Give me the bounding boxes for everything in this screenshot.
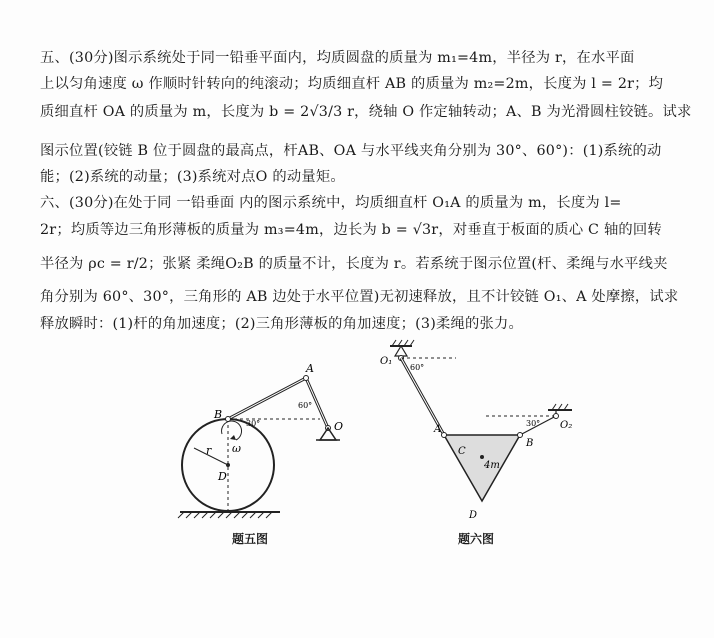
label-d: D [469,510,478,521]
label-a: A [434,424,442,435]
label-30deg: 30° [246,419,261,428]
label-b: B [214,408,223,421]
label-omega: ω [232,442,241,455]
figure-6-caption: 题六图 [458,532,495,546]
p5-line-5: 能；(2)系统的动量；(3)系统对点O 的动量矩。 [40,169,345,185]
p5-line-3: 质细直杆 OA 的质量为 m，长度为 b = 2√3/3 r，绕轴 O 作定轴转动；A、B 为光滑圆柱铰链。试求 [40,104,692,120]
p6-line-2: 2r；均质等边三角形薄板的质量为 m₃=4m，边长为 b = √3r，对垂直于板面的质心 C 轴的回转 [40,222,662,238]
label-o1: O₁ [380,356,393,367]
label-c: C [458,446,466,457]
p6-line-4: 角分别为 60°、30°，三角形的 AB 边处于水平位置)无初速释放，且不计铰链 O₁、A 处摩擦，试求 [40,289,679,305]
p6-line-5: 释放瞬时：(1)杆的角加速度；(2)三角形薄板的角加速度；(3)柔绳的张力。 [40,316,523,332]
p5-line-4: 图示位置(铰链 B 位于圆盘的最高点，杆AB、OA 与水平线夹角分别为 30°、60°)：(1)系统的动 [40,143,662,159]
label-d: D [218,470,227,483]
triangle-plate [444,435,520,501]
label-o2: O₂ [560,420,573,431]
p5-line-1: 五、(30分)图示系统处于同一铅垂平面内，均质圆盘的质量为 m₁=4m，半径为 r，在水平面 [40,50,635,66]
label-a: A [306,362,314,375]
figure-5-diagram [170,360,360,525]
label-60deg: 60° [298,401,313,410]
label-30deg: 30° [526,419,541,428]
label-o: O [334,420,344,433]
label-mass: 4m [484,460,500,471]
figure-6-diagram [376,336,576,526]
label-b: B [526,438,534,449]
figure-5-caption: 题五图 [232,532,269,546]
p5-line-2: 上以匀角速度 ω 作顺时针转向的纯滚动；均质细直杆 AB 的质量为 m₂=2m，长度为 l = 2r；均 [40,76,664,92]
p6-line-1: 六、(30分)在处于同 一铅垂面 内的图示系统中，均质细直杆 O₁A 的质量为 m，长度为 l= [40,195,622,211]
p6-line-3: 半径为 ρc = r/2；张紧 柔绳O₂B 的质量不计，长度为 r。若系统于图示位置(杆、柔绳与水平线夹 [40,256,668,272]
label-r: r [206,444,212,457]
label-60deg: 60° [410,363,425,372]
